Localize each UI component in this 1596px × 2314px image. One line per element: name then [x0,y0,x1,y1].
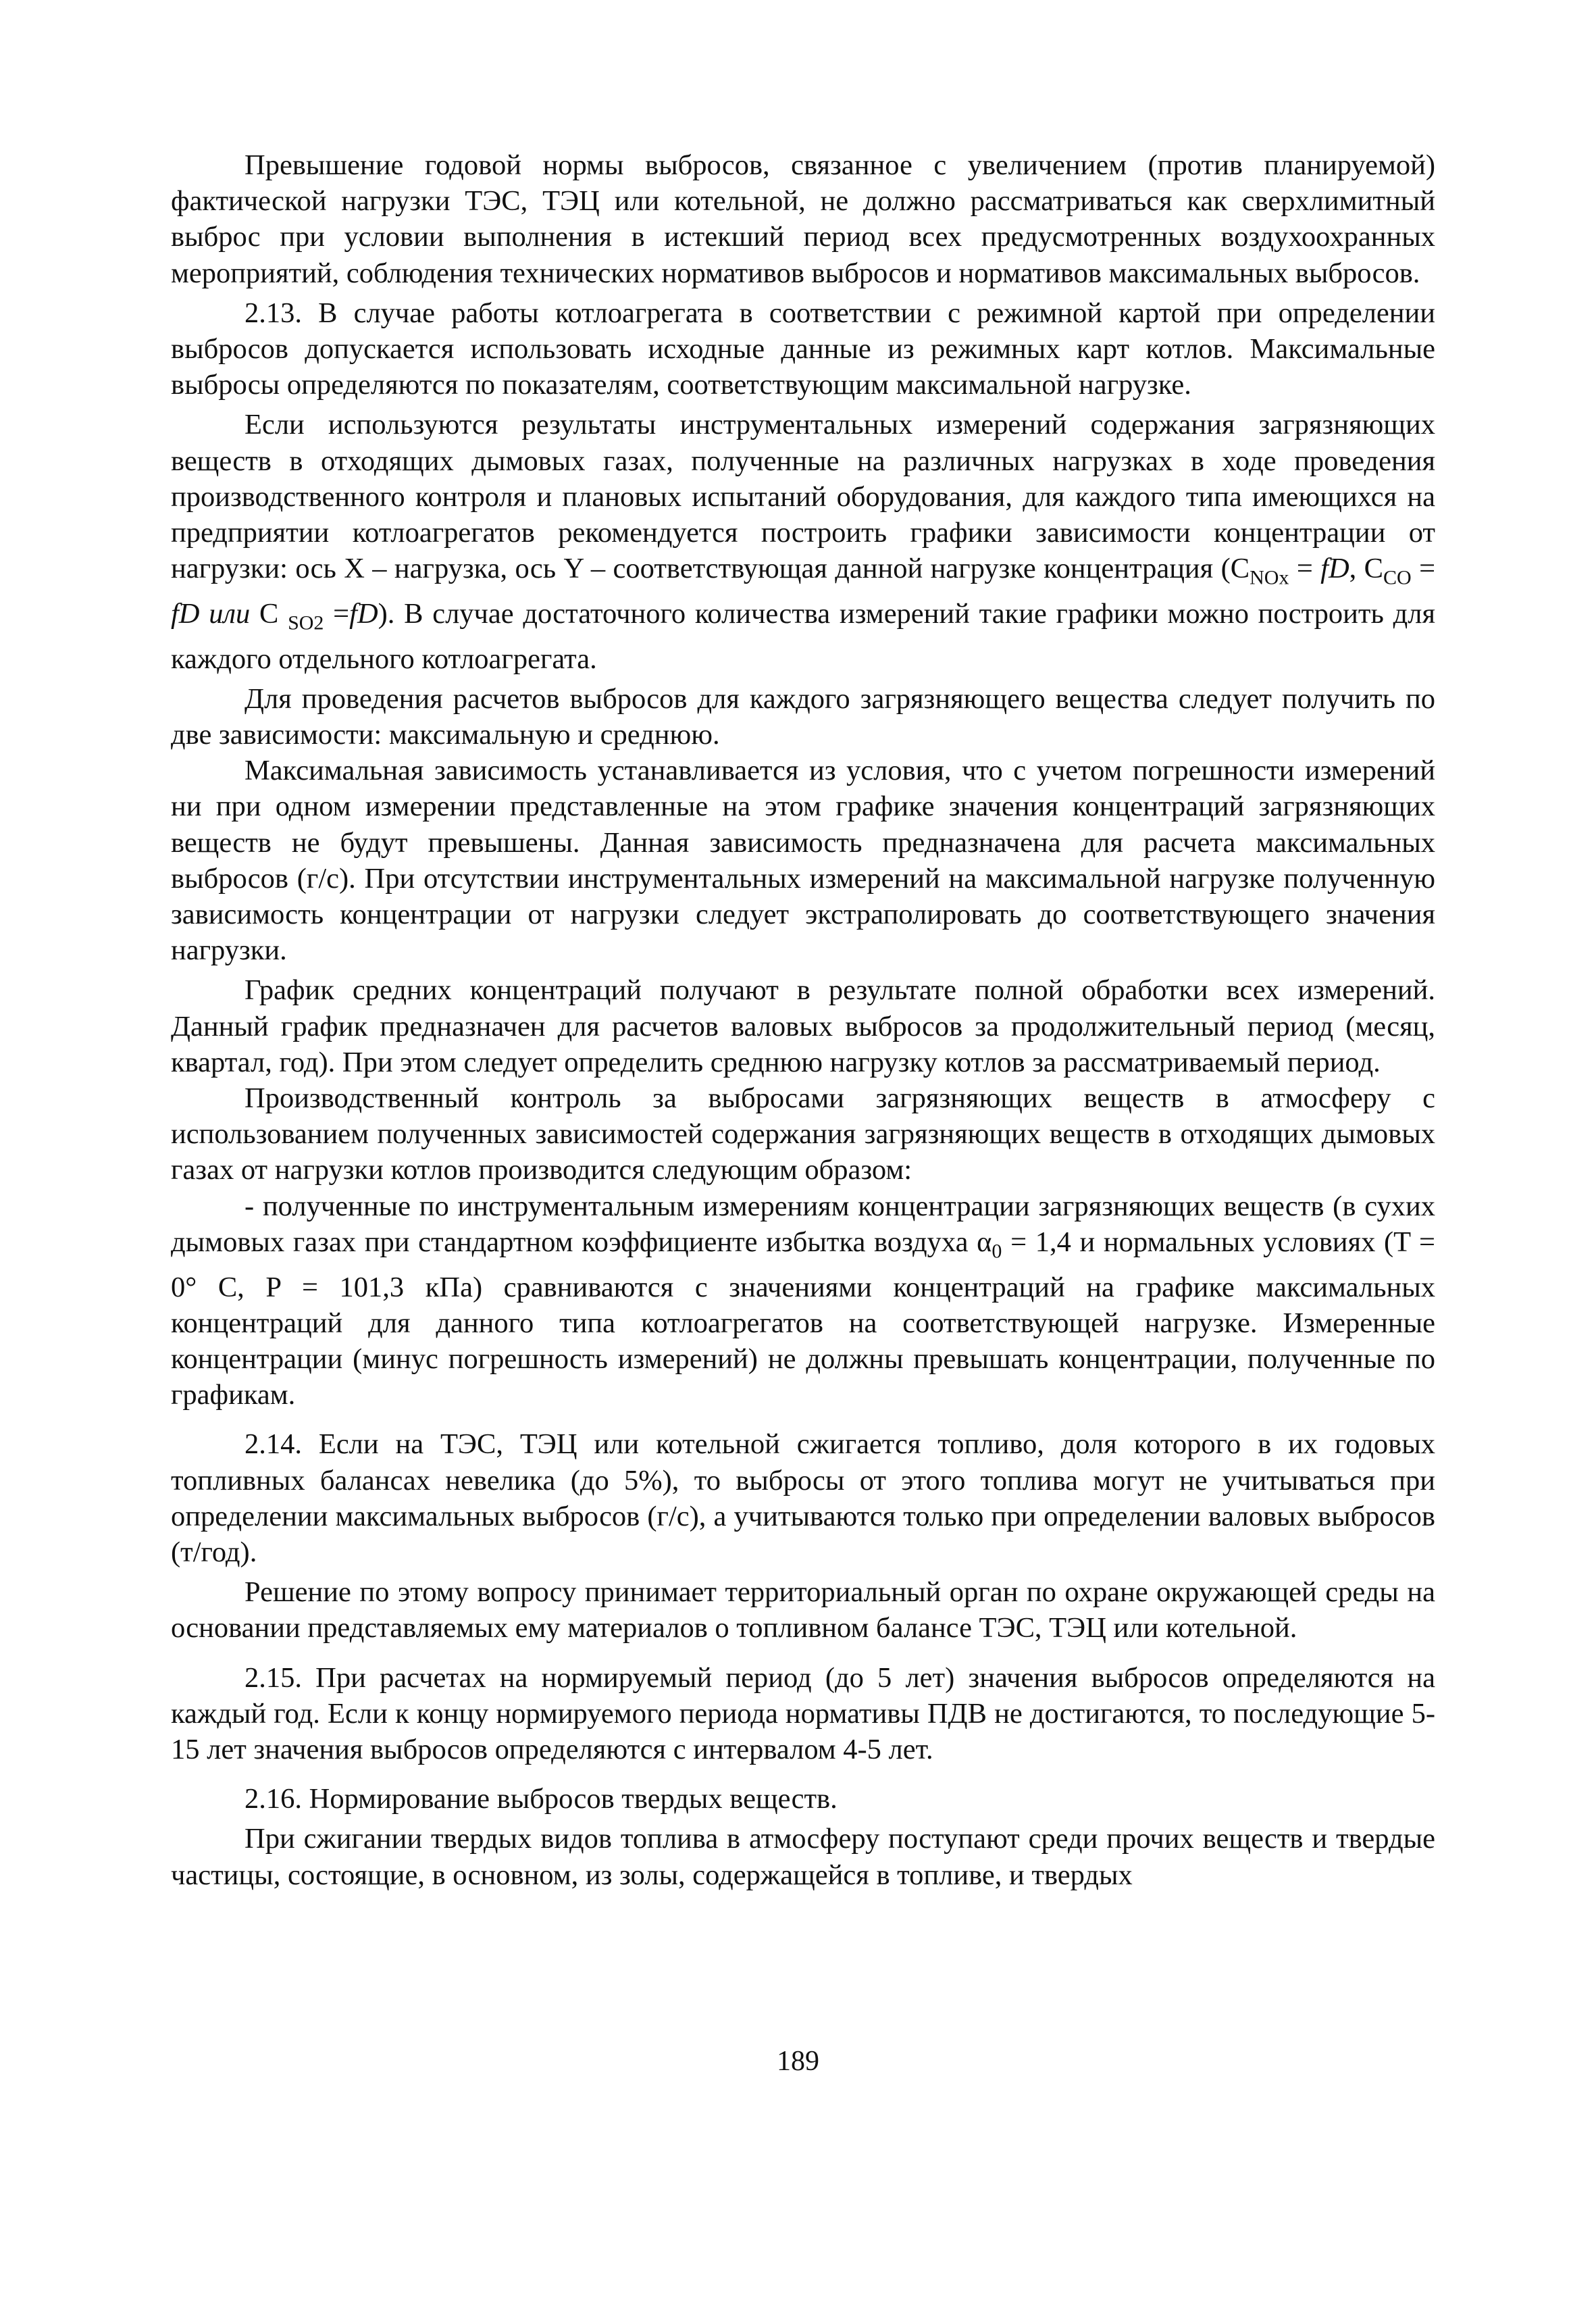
page-number: 189 [777,2046,819,2077]
paragraph-section-2-16: 2.16. Нормирование выбросов твердых веществ. [244,1783,838,1815]
eq-1: = [1289,553,1321,585]
or-word: или [199,597,259,630]
c-so2-subscript: SO2 [288,611,324,634]
p3-text-before: Если используются результаты инструментальных измерений содержания загрязняющих веществ в отходящих дымовых газах, полученные на различных нагрузках в ходе проведения производственного контроля и плановых испытаний оборудования, для каждого типа имеющихся на предприятии котлоагрегатов рекомендуется построить графики зависимости концентрации от нагрузки: ось X – нагрузка, ось Y – соответствующая данной нагрузке концентрация ( [171,409,1435,585]
sep-1: , [1349,553,1364,585]
fd-3: fD [349,597,378,630]
eq-3: = [324,597,350,630]
c-nox-symbol: C [1230,553,1250,585]
c-co-symbol: C [1364,553,1384,585]
paragraph-production-control: Производственный контроль за выбросами загрязняющих веществ в атмосферу с использованием полученных зависимостей содержания загрязняющих веществ в отходящих дымовых газах от нагрузки котлов производится следующим образом: [171,1082,1435,1186]
paragraph-control-list-item [171,1188,1435,1413]
paragraph-average-graph: График средних концентраций получают в результате полной обработки всех измерений. Данный график предназначен для расчетов валовых выбросов за продолжительный период (месяц, квартал, год). При этом следует определить среднюю нагрузку котлов за рассматриваемый период. [171,974,1435,1078]
c-co-subscript: CO [1383,566,1412,589]
paragraph-measurements [171,407,1435,676]
paragraph-section-2-13: 2.13. В случае работы котлоагрегата в соответствии с режимной картой при определении выбросов допускается использовать исходные данные из режимных карт котлов. Максимальные выбросы определяются по показателям, соответствующим максимальной нагрузке. [171,297,1435,401]
paragraph-territorial-decision: Решение по этому вопросу принимает территориальный орган по охране окружающей среды на основании представляемых ему материалов о топливном балансе ТЭС, ТЭЦ или котельной. [171,1576,1435,1644]
paragraph-max-dependency: Максимальная зависимость устанавливается из условия, что с учетом погрешности измерений ни при одном измерении представленные на этом графике значения концентраций загрязняющих веществ не будут превышены. Данная зависимость предназначена для расчета максимальных выбросов (г/с). При отсутствии инструментальных измерений на максимальной нагрузке полученную зависимость концентрации от нагрузки следует экстраполировать до соответствующего значения нагрузки. [171,755,1435,967]
paragraph-section-2-15: 2.15. При расчетах на нормируемый период (до 5 лет) значения выбросов определяются на каждый год. Если к концу нормируемого периода нормативы ПДВ не достигаются, то последующие 5-15 лет значения выбросов определяются с интервалом 4-5 лет. [171,1661,1435,1766]
paragraph-two-dependencies: Для проведения расчетов выбросов для каждого загрязняющего вещества следует получить по две зависимости: максимальную и среднюю. [171,682,1435,751]
alpha-subscript: 0 [992,1240,1002,1263]
paragraph-1: Превышение годовой нормы выбросов, связанное с увеличением (против планируемой) фактической нагрузки ТЭС, ТЭЦ или котельной, не должно рассматриваться как сверхлимитный выброс при условии выполнения в истекший период всех предусмотренных воздухоохранных мероприятий, соблюдения технических нормативов выбросов и нормативов максимальных выбросов. [171,149,1435,289]
fd-2: fD [171,597,200,630]
eq-2: = [1411,553,1436,585]
p3-text-after: ). В случае достаточного количества измерений такие графики можно построить для каждого отдельного котлоагрегата. [171,597,1435,675]
body-text [171,147,1435,1893]
fd-1: fD [1320,553,1349,585]
c-nox-subscript: NOx [1250,566,1289,589]
p8-text-after: = 1,4 и нормальных условиях (T = 0° C, P = 101,3 кПа) сравниваются с значениями концентраций на графике максимальных концентраций для данного типа котлоагрегатов на соответствующей нагрузке. Измеренные концентрации (минус погрешность измерений) не должны превышать концентрации, полученные по графикам. [171,1226,1435,1411]
paragraph-section-2-14: 2.14. Если на ТЭС, ТЭЦ или котельной сжигается топливо, доля которого в их годовых топливных балансах невелика (до 5%), то выбросы от этого топлива могут не учитываться при определении максимальных выбросов (г/с), а учитываются только при определении валовых выбросов (т/год). [171,1428,1435,1569]
paragraph-solid-fuel: При сжигании твердых видов топлива в атмосферу поступают среди прочих веществ и твердые частицы, состоящие, в основном, из золы, содержащейся в топливе, и твердых [171,1823,1435,1891]
c-so2-symbol: C [259,597,288,630]
p8-text-before: - полученные по инструментальным измерениям концентрации загрязняющих веществ (в сухих дымовых газах при стандартном коэффициенте избытка воздуха α [171,1190,1435,1258]
